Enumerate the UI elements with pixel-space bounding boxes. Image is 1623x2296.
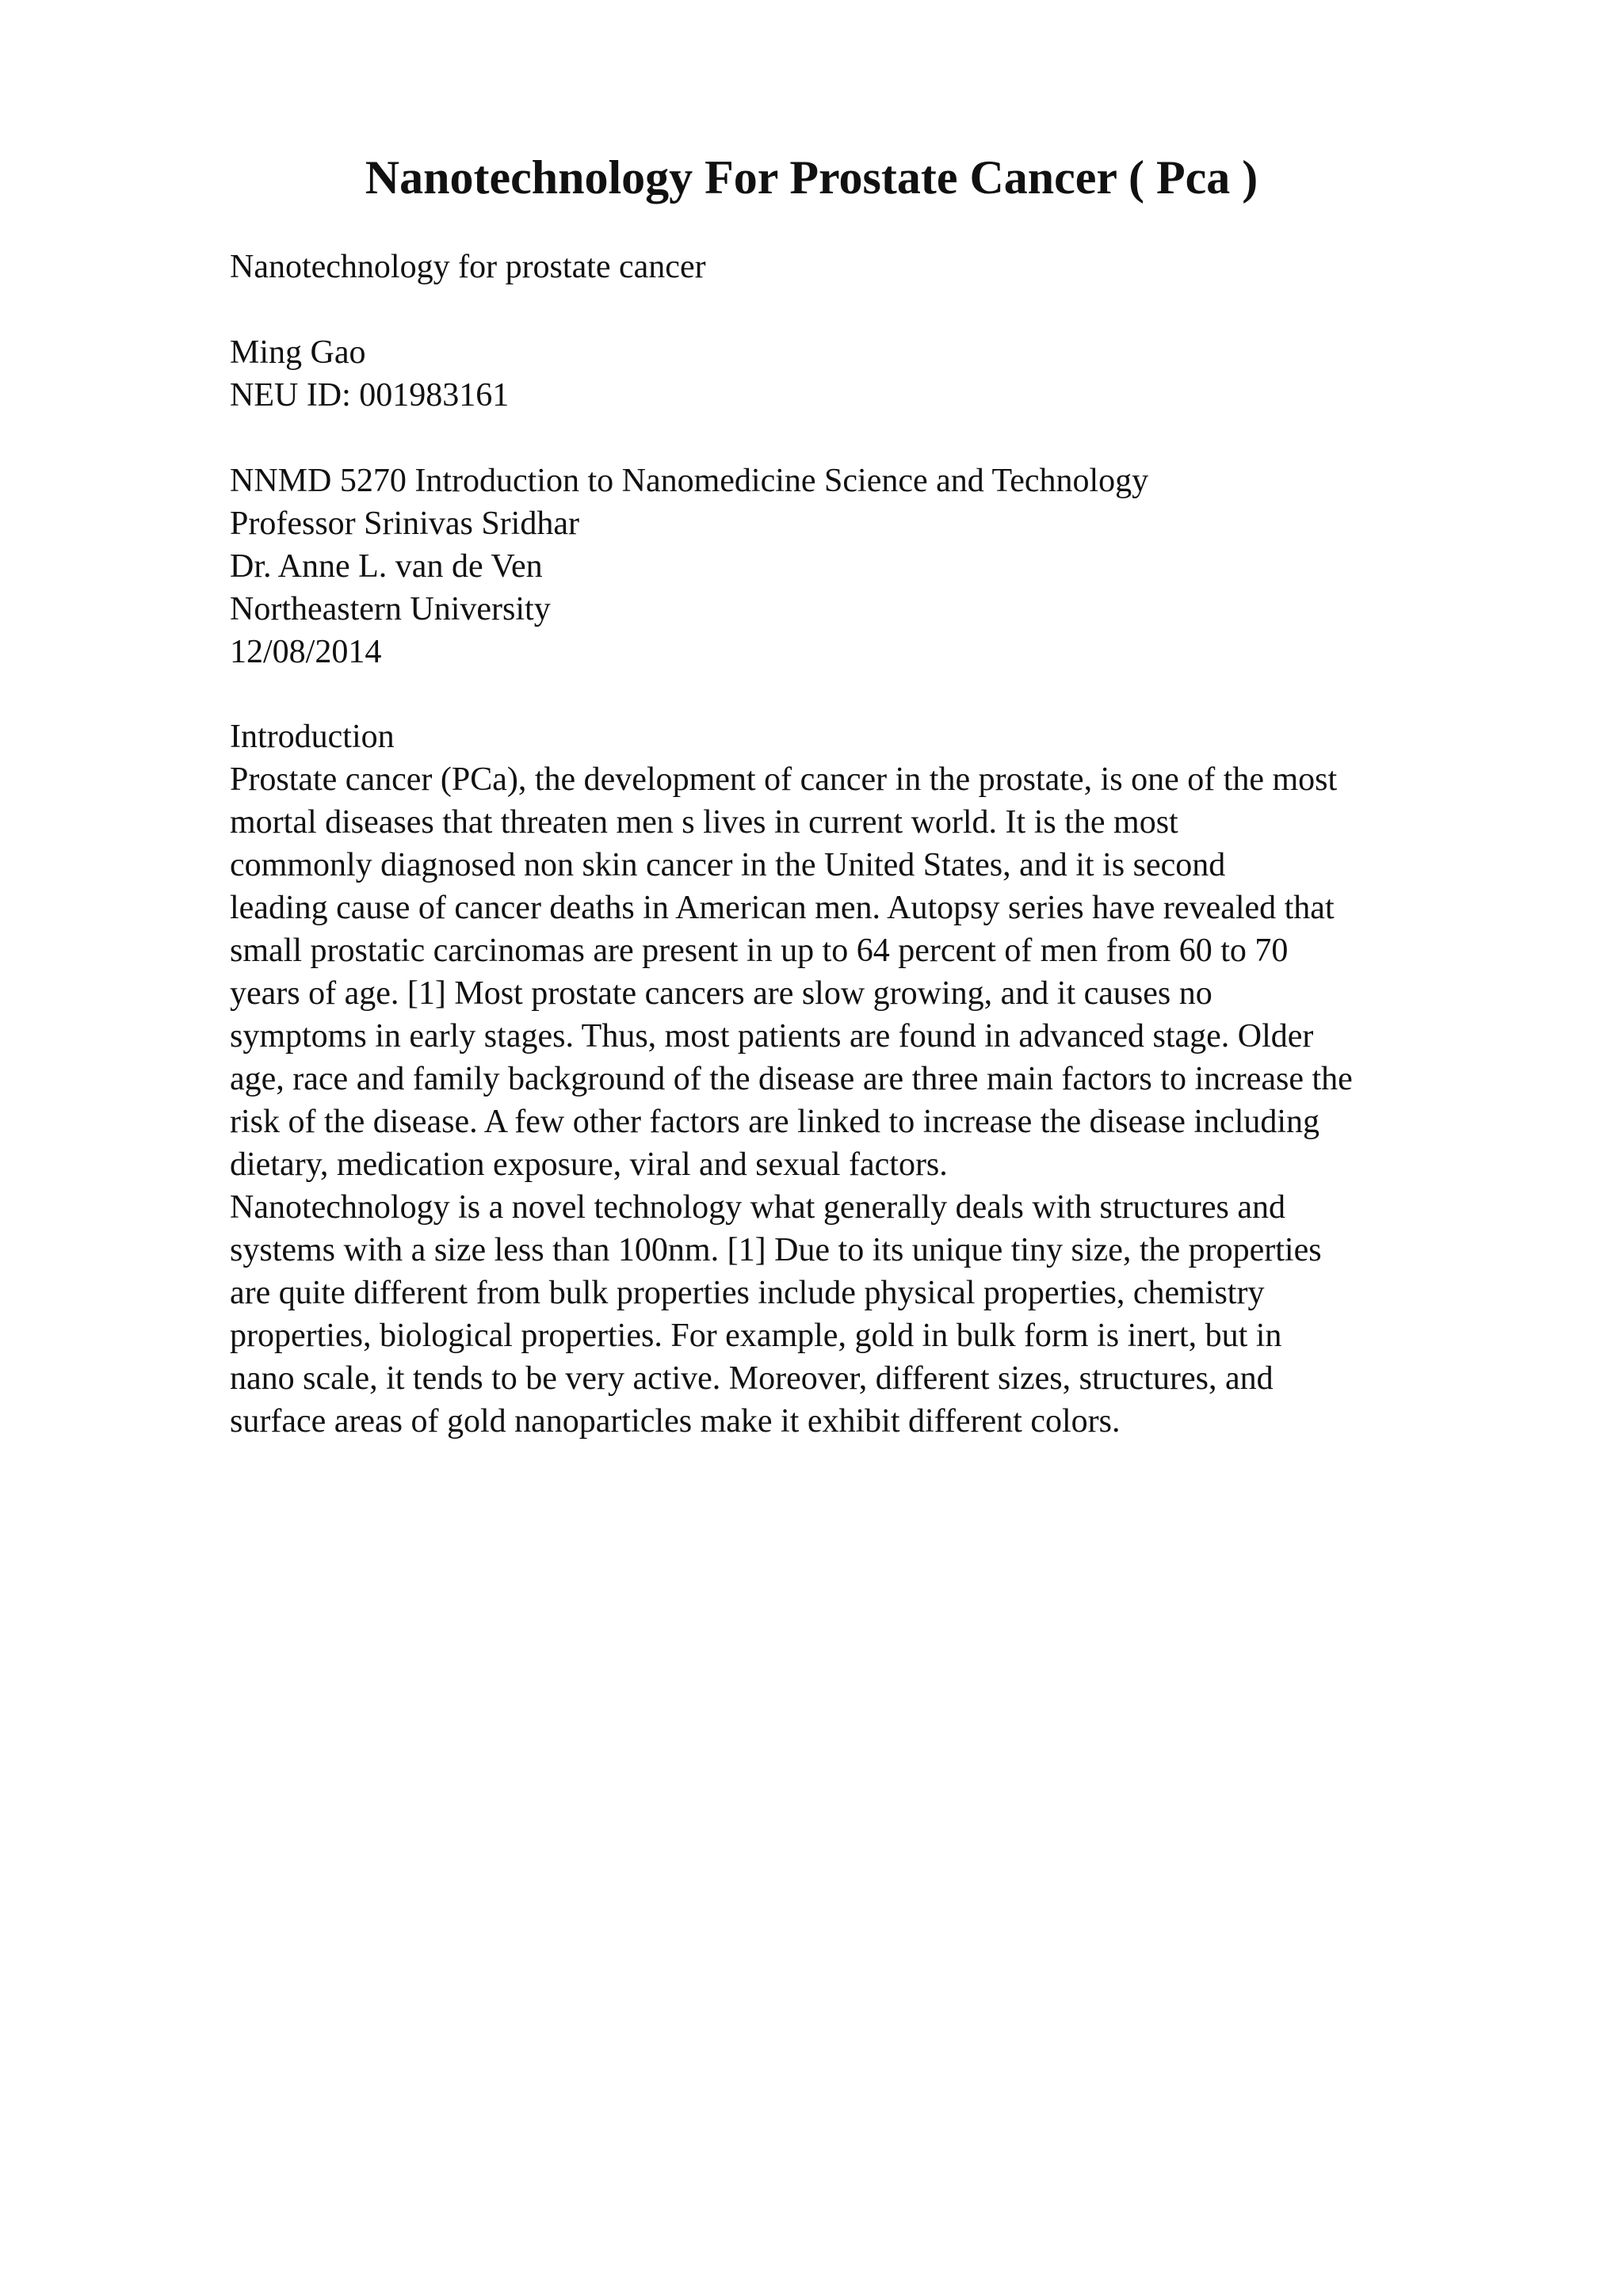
paragraph-line: systems with a size less than 100nm. [1] Due to its unique tiny size, the properties — [230, 1232, 1322, 1268]
paragraph-line: Nanotechnology is a novel technology what generally deals with structures and — [230, 1189, 1285, 1226]
author-block — [230, 331, 1545, 417]
paragraph-line: dietary, medication exposure, viral and sexual factors. — [230, 1146, 948, 1183]
section-heading: Introduction — [230, 719, 395, 755]
paragraph-line: risk of the disease. A few other factors are linked to increase the disease including — [230, 1104, 1320, 1140]
author-id: NEU ID: 001983161 — [230, 377, 510, 414]
paragraph-line: small prostatic carcinomas are present in up to 64 percent of men from 60 to 70 — [230, 933, 1289, 969]
professor-line: Professor Srinivas Sridhar — [230, 505, 579, 542]
paragraph-line: commonly diagnosed non skin cancer in the United States, and it is second — [230, 847, 1226, 883]
instructor-line: Dr. Anne L. van de Ven — [230, 548, 543, 585]
paragraph-line: leading cause of cancer deaths in American men. Autopsy series have revealed that — [230, 890, 1335, 926]
paragraph-line: years of age. [1] Most prostate cancers are slow growing, and it causes no — [230, 975, 1212, 1012]
paragraph-line: nano scale, it tends to be very active. Moreover, different sizes, structures, and — [230, 1360, 1274, 1397]
document-subtitle — [230, 246, 1545, 288]
course-line: NNMD 5270 Introduction to Nanomedicine Science and Technology — [230, 463, 1149, 499]
paragraph-line: are quite different from bulk properties include physical properties, chemistry — [230, 1275, 1265, 1311]
paragraph-line: age, race and family background of the disease are three main factors to increase the — [230, 1061, 1353, 1097]
paragraph-line: surface areas of gold nanoparticles make it exhibit different colors. — [230, 1403, 1121, 1440]
course-block — [230, 460, 1545, 673]
author-name: Ming Gao — [230, 334, 366, 371]
date-line: 12/08/2014 — [230, 634, 382, 670]
university-line: Northeastern University — [230, 591, 551, 627]
paragraph-line: properties, biological properties. For example, gold in bulk form is inert, but in — [230, 1318, 1282, 1354]
paragraph-line: symptoms in early stages. Thus, most patients are found in advanced stage. Older — [230, 1018, 1314, 1055]
subtitle-text: Nanotechnology for prostate cancer — [230, 249, 706, 285]
document-title: Nanotechnology For Prostate Cancer ( Pca ) — [365, 151, 1258, 204]
paragraph-line: Prostate cancer (PCa), the development of cancer in the prostate, is one of the most — [230, 761, 1338, 798]
introduction-section — [230, 715, 1545, 1443]
paragraph-line: mortal diseases that threaten men s lives in current world. It is the most — [230, 804, 1178, 841]
